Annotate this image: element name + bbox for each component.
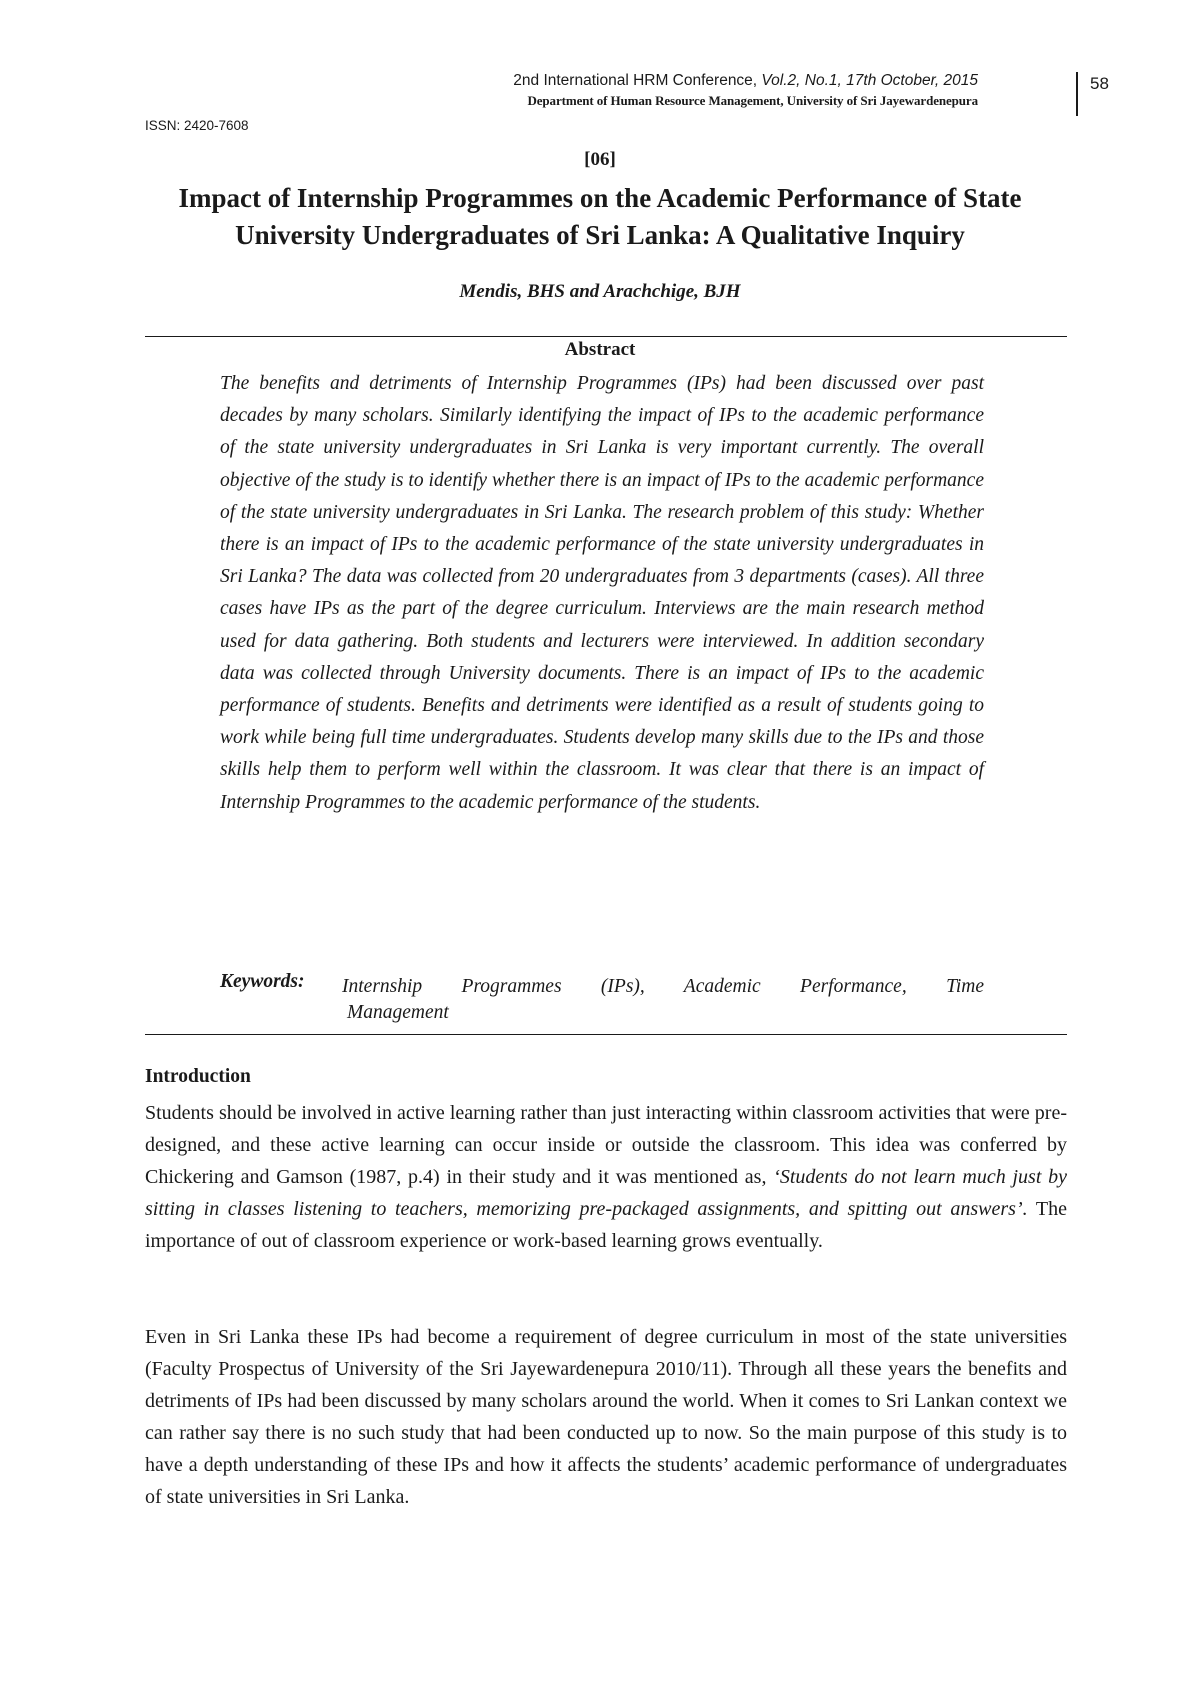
page-number: 58 xyxy=(1090,74,1109,93)
keywords-label: Keywords: xyxy=(220,971,305,992)
running-header-conference xyxy=(513,72,978,90)
keywords-line-1: Internship Programmes (IPs), Academic Performance, Time xyxy=(342,976,984,997)
abstract-bottom-rule xyxy=(145,1034,1067,1035)
keywords-line-2: Management xyxy=(347,1002,449,1023)
introduction-heading: Introduction xyxy=(145,1066,251,1087)
conference-volume-date: Vol.2, No.1, 17th October, 2015 xyxy=(761,72,978,89)
chickering-gamson-quote: ‘Students do not learn much just by sitting in classes listening to teachers, memorizing pre-packaged assignments, and spitting out answers’. xyxy=(145,1166,1067,1220)
introduction-paragraph-1 xyxy=(145,1097,1067,1257)
paragraph-1-text-b: The importance of out of classroom experience or work-based learning grows eventually. xyxy=(145,1198,1068,1252)
paper-title: Impact of Internship Programmes on the Academic Performance of State University Undergraduates of Sri Lanka: A Qualitative Inquiry xyxy=(178,183,1022,250)
abstract-top-rule xyxy=(145,336,1067,337)
running-header-department: Department of Human Resource Management, University of Sri Jayewardenepura xyxy=(527,93,978,108)
issn-label: ISSN: 2420-7608 xyxy=(145,118,249,133)
abstract-heading: Abstract xyxy=(564,339,636,360)
abstract-text: The benefits and detriments of Internship Programmes (IPs) had been discussed over past decades by many scholars. Similarly identifying the impact of IPs to the academic performance of the state university undergraduates in Sri Lanka is very important currently. The overall objective of the study is to identify whether there is an impact of IPs to the academic performance of the state university undergraduates in Sri Lanka. The research problem of this study: Whether there is an impact of IPs to the academic performance of the state university undergraduates in Sri Lanka? The data was collected from 20 undergraduates from 3 departments (cases). All three cases have IPs as the part of the degree curriculum. Interviews are the main research method used for data gathering. Both students and lecturers were interviewed. In addition secondary data was collected through University documents. There is an impact of IPs to the academic performance of students. Benefits and detriments were identified as a result of students going to work while being full time undergraduates. Students develop many skills due to the IPs and those skills help them to perform well within the classroom. It was clear that there is an impact of Internship Programmes to the academic performance of the students. xyxy=(220,373,984,813)
paragraph-1-text-a: Students should be involved in active learning rather than just interacting within classroom activities that were pre-designed, and these active learning can occur inside or outside the classroom. This idea was conferred by Chickering and Gamson (1987, p.4) in their study and it was mentioned as, xyxy=(145,1102,1067,1188)
paper-authors: Mendis, BHS and Arachchige, BJH xyxy=(459,281,741,302)
paper-number: [06] xyxy=(584,149,616,170)
header-divider xyxy=(1076,72,1078,116)
conference-name: 2nd International HRM Conference, xyxy=(513,72,762,89)
introduction-paragraph-2: Even in Sri Lanka these IPs had become a requirement of degree curriculum in most of the state universities (Faculty Prospectus of University of the Sri Jayewardenepura 2010/11). Through all these years the benefits and detriments of IPs had been discussed by many scholars around the world. When it comes to Sri Lankan context we can rather say there is no such study that had been conducted up to now. So the main purpose of this study is to have a depth understanding of these IPs and how it affects the students’ academic performance of undergraduates of state universities in Sri Lanka. xyxy=(145,1326,1067,1508)
